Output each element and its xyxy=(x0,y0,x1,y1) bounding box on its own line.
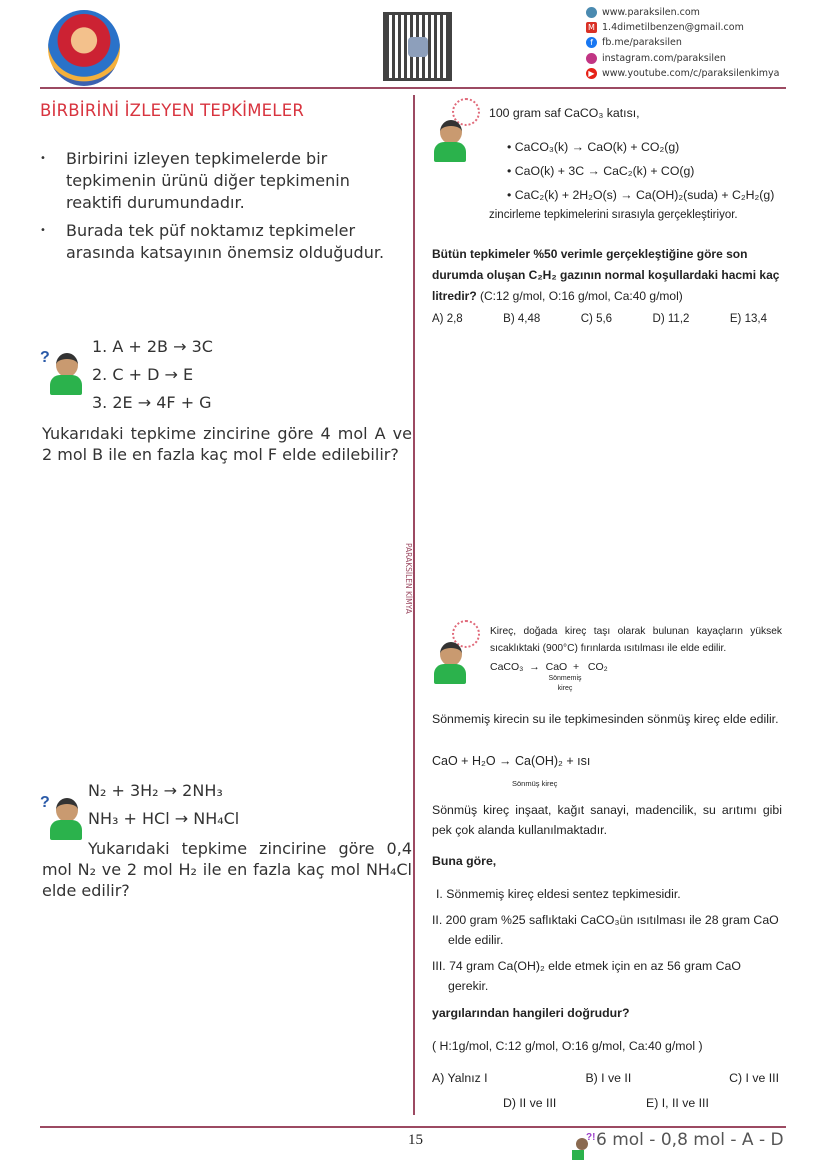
q3-after: zincirleme tepkimelerini sırasıyla gerçekleştiriyor. xyxy=(489,209,738,221)
reaction: 1. A + 2B → 3C xyxy=(92,337,213,356)
reaction: 2. C + D → E xyxy=(92,365,194,384)
contact-youtube[interactable] xyxy=(586,66,779,81)
contact-web[interactable] xyxy=(586,5,779,20)
reaction: • CaO(k) + 3C → CaC₂(k) + CO(g) xyxy=(507,164,695,178)
contact-text: fb.me/paraksilen xyxy=(602,37,682,49)
column-divider xyxy=(413,95,415,1115)
q4-lead: Buna göre, xyxy=(432,854,497,868)
bullet-item: • Burada tek püf noktamız tepkimeler arasında katsayının önemsiz olduğudur. xyxy=(40,220,410,264)
contact-text: www.youtube.com/c/paraksilenkimya xyxy=(602,67,780,79)
option-b[interactable]: B) I ve II xyxy=(585,1071,632,1085)
contact-list xyxy=(586,5,779,81)
statement: II. 200 gram %25 saflıktaki CaCO₃ün ısıtılması ile 28 gram CaO elde edilir. xyxy=(432,913,779,947)
q4-paragraph: Sönmemiş kirecin su ile tepkimesinden sönmüş kireç elde edilir. xyxy=(432,712,779,726)
contact-facebook[interactable] xyxy=(586,35,779,50)
q3-intro: 100 gram saf CaCO₃ katısı, xyxy=(489,106,640,120)
reaction: NH₃ + HCl → NH₄Cl xyxy=(88,809,240,828)
reaction-list xyxy=(92,337,213,421)
qr-code[interactable] xyxy=(383,12,452,81)
contact-email[interactable] xyxy=(586,20,779,35)
reaction: N₂ + 3H₂ → 2NH₃ xyxy=(88,781,223,800)
q4-options-row1 xyxy=(432,1071,779,1085)
teacher-character-icon xyxy=(428,634,468,704)
equation-label: Sönmüş kireç xyxy=(512,779,558,788)
equation: CaO + H₂O → Ca(OH)₂ + ısı xyxy=(432,754,591,768)
reaction: • CaCO₃(k) → CaO(k) + CO₂(g) xyxy=(507,140,680,154)
option-d[interactable]: D) II ve III xyxy=(503,1096,557,1110)
option-d[interactable]: D) 11,2 xyxy=(652,313,690,325)
question-text: Yukarıdaki tepkime zincirine göre 0,4 mol N₂ ve 2 mol H₂ ile en fazla kaç mol NH₄Cl elde edilir? xyxy=(42,839,412,900)
statement: I. Sönmemiş kireç eldesi sentez tepkimesidir. xyxy=(436,887,681,901)
section-title: BİRBİRİNİ İZLEYEN TEPKİMELER xyxy=(40,101,304,120)
page-number: 15 xyxy=(408,1132,423,1148)
reaction: 3. 2E → 4F + G xyxy=(92,393,212,412)
gmail-icon: M xyxy=(586,22,597,33)
teacher-character-icon xyxy=(428,112,468,182)
statement: III. 74 gram Ca(OH)₂ elde etmek için en az 56 gram CaO gerekir. xyxy=(432,959,741,993)
option-c[interactable]: C) I ve III xyxy=(729,1071,779,1085)
web-icon xyxy=(586,7,597,18)
reaction-list xyxy=(507,135,774,207)
equation-label: Sönmemiş kireç xyxy=(548,675,582,692)
answer-key: 6 mol - 0,8 mol - A - D xyxy=(596,1130,784,1150)
question-bold: Bütün tepkimeler %50 verimle gerçekleştiğine göre son durumda oluşan C₂H₂ gazının normal koşullardaki hacmi kaç litredir? xyxy=(432,247,780,303)
instagram-icon xyxy=(586,53,597,64)
q4-paragraph: Sönmüş kireç inşaat, kağıt sanayi, madencilik, su arıtımı gibi pek çok alanda kullanılmaktadır. xyxy=(432,803,782,837)
statement-list xyxy=(432,884,782,996)
option-a[interactable]: A) 2,8 xyxy=(432,313,463,325)
q4-question: yargılarından hangileri doğrudur? xyxy=(432,1006,630,1020)
contact-text: www.paraksilen.com xyxy=(602,7,700,19)
side-label: PARAKSİLEN KİMYA xyxy=(404,540,413,617)
contact-text: 1.4dimetilbenzen@gmail.com xyxy=(602,22,744,34)
question-text: Yukarıdaki tepkime zincirine göre 4 mol A ve 2 mol B ile en fazla kaç mol F elde edilebilir? xyxy=(42,424,412,464)
option-c[interactable]: C) 5,6 xyxy=(580,313,613,325)
footer-divider xyxy=(40,1126,786,1128)
option-e[interactable]: E) I, II ve III xyxy=(646,1096,709,1110)
reaction-list xyxy=(88,781,239,837)
contact-instagram[interactable] xyxy=(586,51,779,66)
q4-intro: Kireç, doğada kireç taşı olarak bulunan kayaçların yüksek sıcaklıktaki (900°C) fırınlarda ısıtılması ile elde edilir. xyxy=(490,626,782,654)
teacher-character-icon: ?! xyxy=(572,1136,592,1162)
facebook-icon: f xyxy=(586,37,597,48)
contact-text: instagram.com/paraksilen xyxy=(602,52,726,64)
teacher-character-icon: ? xyxy=(44,345,84,395)
q3-options xyxy=(432,313,767,325)
option-b[interactable]: B) 4,48 xyxy=(503,313,541,325)
equation: CaCO₃ → CaO + CO₂ xyxy=(490,661,608,673)
q3-question xyxy=(432,244,782,307)
header-divider xyxy=(40,87,786,89)
bullet-item: • Birbirini izleyen tepkimelerde bir tepkimenin ürünü diğer tepkimenin reaktifi durumundadır. xyxy=(40,148,410,214)
option-e[interactable]: E) 13,4 xyxy=(729,313,767,325)
q4-data: ( H:1g/mol, C:12 g/mol, O:16 g/mol, Ca:40 g/mol ) xyxy=(432,1039,703,1053)
option-a[interactable]: A) Yalnız I xyxy=(432,1071,488,1085)
teacher-character-icon: ? xyxy=(44,790,84,840)
reaction: • CaC₂(k) + 2H₂O(s) → Ca(OH)₂(suda) + C₂H₂(g) xyxy=(507,188,775,202)
bullet-list xyxy=(40,148,410,270)
author-avatar xyxy=(48,10,120,86)
question-data: (C:12 g/mol, O:16 g/mol, Ca:40 g/mol) xyxy=(476,289,683,303)
youtube-icon: ▶ xyxy=(586,68,597,79)
